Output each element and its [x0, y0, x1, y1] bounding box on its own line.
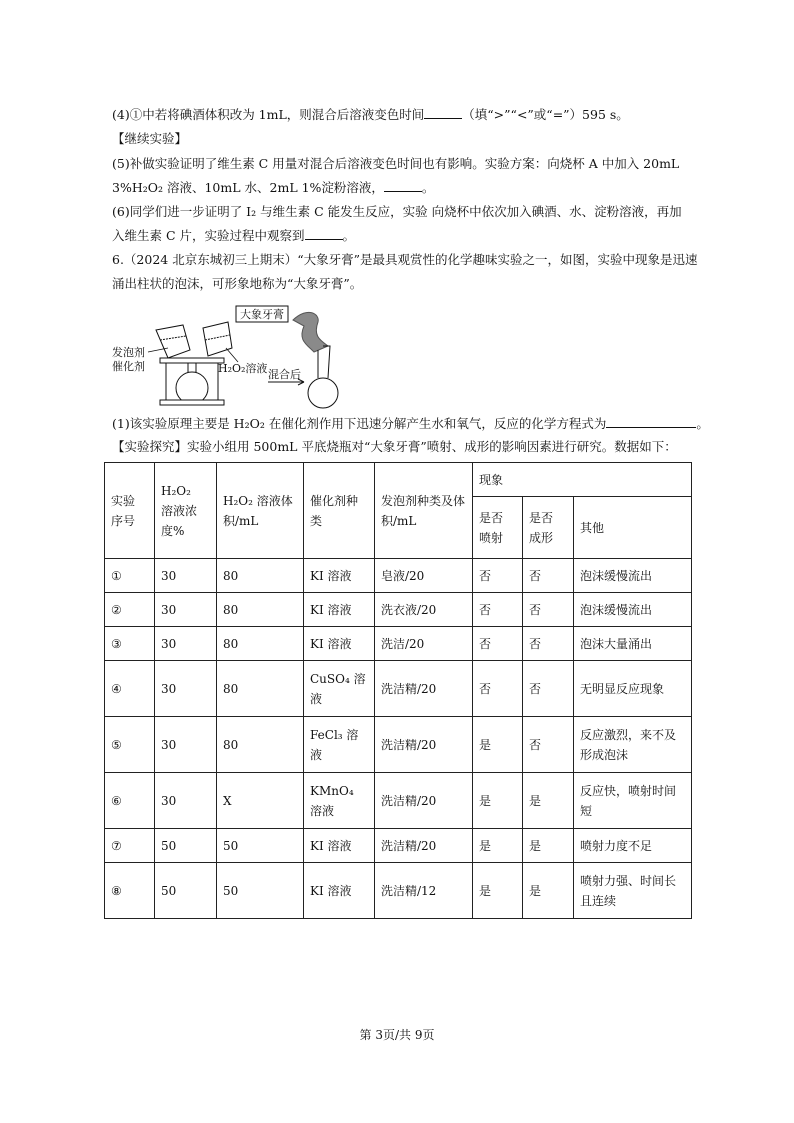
- cell-spray: 是: [473, 863, 523, 919]
- problem-6-line2: 涌出柱状的泡沫，可形象地称为“大象牙膏”。: [112, 276, 363, 291]
- cell-cat: KI 溶液: [304, 627, 375, 661]
- cell-cat: KMnO₄ 溶液: [304, 773, 375, 829]
- cell-conc: 30: [155, 593, 217, 627]
- cell-vol: 50: [217, 863, 304, 919]
- explore-intro: 【实验探究】实验小组用 500mL 平底烧瓶对“大象牙膏”喷射、成形的影响因素进行研究。数据如下：: [112, 439, 677, 454]
- cell-vol: 80: [217, 559, 304, 593]
- cell-no: ②: [105, 593, 155, 627]
- cell-form: 是: [523, 773, 574, 829]
- cell-foam: 洗洁精/20: [375, 829, 473, 863]
- cell-form: 否: [523, 593, 574, 627]
- cell-no: ⑧: [105, 863, 155, 919]
- cell-form: 否: [523, 717, 574, 773]
- cell-spray: 是: [473, 829, 523, 863]
- cell-no: ⑥: [105, 773, 155, 829]
- beaker-right-icon: [203, 322, 232, 356]
- label-foaming-agent: 发泡剂: [112, 346, 145, 359]
- question-6-line2: 入维生素 C 片，实验过程中观察到 。: [112, 228, 356, 243]
- cell-spray: 是: [473, 717, 523, 773]
- cell-other: 喷射力度不足: [574, 829, 692, 863]
- cell-spray: 是: [473, 773, 523, 829]
- cell-no: ④: [105, 661, 155, 717]
- cell-other: 反应激烈，来不及形成泡沫: [574, 717, 692, 773]
- cell-vol: 80: [217, 661, 304, 717]
- cell-cat: KI 溶液: [304, 863, 375, 919]
- cell-spray: 否: [473, 661, 523, 717]
- cell-vol: 50: [217, 829, 304, 863]
- cell-conc: 30: [155, 627, 217, 661]
- cell-no: ⑤: [105, 717, 155, 773]
- cell-cat: KI 溶液: [304, 829, 375, 863]
- header-seq: 实验 序号: [105, 463, 155, 559]
- question-5-line1: (5)补做实验证明了维生素 C 用量对混合后溶液变色时间也有影响。实验方案：向烧杯 A 中加入 20mL: [112, 156, 680, 171]
- cell-foam: 洗洁精/20: [375, 773, 473, 829]
- label-elephant-toothpaste: 大象牙膏: [240, 308, 284, 321]
- cell-form: 否: [523, 627, 574, 661]
- table-row: [105, 593, 692, 627]
- cell-conc: 30: [155, 559, 217, 593]
- cell-no: ①: [105, 559, 155, 593]
- cell-other: 无明显反应现象: [574, 661, 692, 717]
- cell-spray: 否: [473, 627, 523, 661]
- cell-cat: KI 溶液: [304, 593, 375, 627]
- answer-blank[interactable]: [305, 227, 343, 240]
- elephant-toothpaste-figure: [108, 300, 408, 410]
- cell-no: ⑦: [105, 829, 155, 863]
- header-phenomenon: 现象: [473, 463, 692, 497]
- header-form: 是否 成形: [523, 497, 574, 559]
- header-spray: 是否 喷射: [473, 497, 523, 559]
- answer-blank[interactable]: [384, 179, 422, 192]
- cell-vol: 80: [217, 717, 304, 773]
- flask-stand-icon: [160, 358, 224, 405]
- page-footer: 第 3页/共 9页: [359, 1028, 435, 1042]
- header-foam: 发泡剂种类及体积/mL: [375, 463, 473, 559]
- beaker-left-icon: [156, 325, 190, 358]
- cell-other: 泡沫大量涌出: [574, 627, 692, 661]
- cell-spray: 否: [473, 559, 523, 593]
- question-6-line1: (6)同学们进一步证明了 I₂ 与维生素 C 能发生反应，实验 向烧杯中依次加入碘酒、水、淀粉溶液，再加: [112, 204, 682, 219]
- table-body: [105, 559, 692, 919]
- header-vol: H₂O₂ 溶液体积/mL: [217, 463, 304, 559]
- cell-conc: 30: [155, 661, 217, 717]
- question-1: (1)该实验原理主要是 H₂O₂ 在催化剂作用下迅速分解产生水和氧气，反应的化学方程式为 。: [112, 416, 709, 431]
- cell-other: 反应快，喷射时间短: [574, 773, 692, 829]
- cell-vol: X: [217, 773, 304, 829]
- cell-cat: KI 溶液: [304, 559, 375, 593]
- table-row: [105, 863, 692, 919]
- table-row: [105, 559, 692, 593]
- cell-foam: 洗衣液/20: [375, 593, 473, 627]
- table-row: [105, 627, 692, 661]
- question-5-line2: 3%H₂O₂ 溶液、10mL 水、2mL 1%淀粉溶液， 。: [112, 180, 435, 195]
- label-catalyst: 催化剂: [112, 360, 145, 373]
- header-other: 其他: [574, 497, 692, 559]
- cell-cat: CuSO₄ 溶液: [304, 661, 375, 717]
- cell-vol: 80: [217, 627, 304, 661]
- cell-foam: 洗洁/20: [375, 627, 473, 661]
- question-4: (4)①中若将碘酒体积改为 1mL，则混合后溶液变色时间 （填“>”“<”或“=”）595 s。: [112, 107, 629, 122]
- cell-vol: 80: [217, 593, 304, 627]
- cell-other: 泡沫缓慢流出: [574, 559, 692, 593]
- cell-cat: FeCl₃ 溶液: [304, 717, 375, 773]
- cell-foam: 洗洁精/12: [375, 863, 473, 919]
- cell-foam: 洗洁精/20: [375, 661, 473, 717]
- answer-blank[interactable]: [606, 415, 696, 428]
- header-catalyst: 催化剂种类: [304, 463, 375, 559]
- cell-form: 否: [523, 559, 574, 593]
- table-row: [105, 829, 692, 863]
- cell-conc: 30: [155, 717, 217, 773]
- answer-blank[interactable]: [424, 106, 462, 119]
- experiment-table: [104, 462, 692, 919]
- problem-6-line1: 6.（2024 北京东城初三上期末）“大象牙膏”是最具观赏性的化学趣味实验之一，如图，实验中现象是迅速: [112, 252, 698, 267]
- label-after-mixing: 混合后: [268, 368, 301, 381]
- table-row: [105, 717, 692, 773]
- continue-heading: 【继续实验】: [112, 131, 188, 146]
- cell-spray: 否: [473, 593, 523, 627]
- cell-conc: 50: [155, 829, 217, 863]
- label-h2o2-solution: H₂O₂溶液: [218, 362, 268, 375]
- table-row: [105, 661, 692, 717]
- cell-foam: 皂液/20: [375, 559, 473, 593]
- cell-conc: 50: [155, 863, 217, 919]
- cell-other: 喷射力强、时间长且连续: [574, 863, 692, 919]
- cell-form: 是: [523, 829, 574, 863]
- header-conc: H₂O₂ 溶液浓 度%: [155, 463, 217, 559]
- cell-other: 泡沫缓慢流出: [574, 593, 692, 627]
- cell-form: 否: [523, 661, 574, 717]
- cell-no: ③: [105, 627, 155, 661]
- foam-flask-icon: [236, 306, 338, 408]
- cell-foam: 洗洁精/20: [375, 717, 473, 773]
- cell-form: 是: [523, 863, 574, 919]
- cell-conc: 30: [155, 773, 217, 829]
- table-row: [105, 773, 692, 829]
